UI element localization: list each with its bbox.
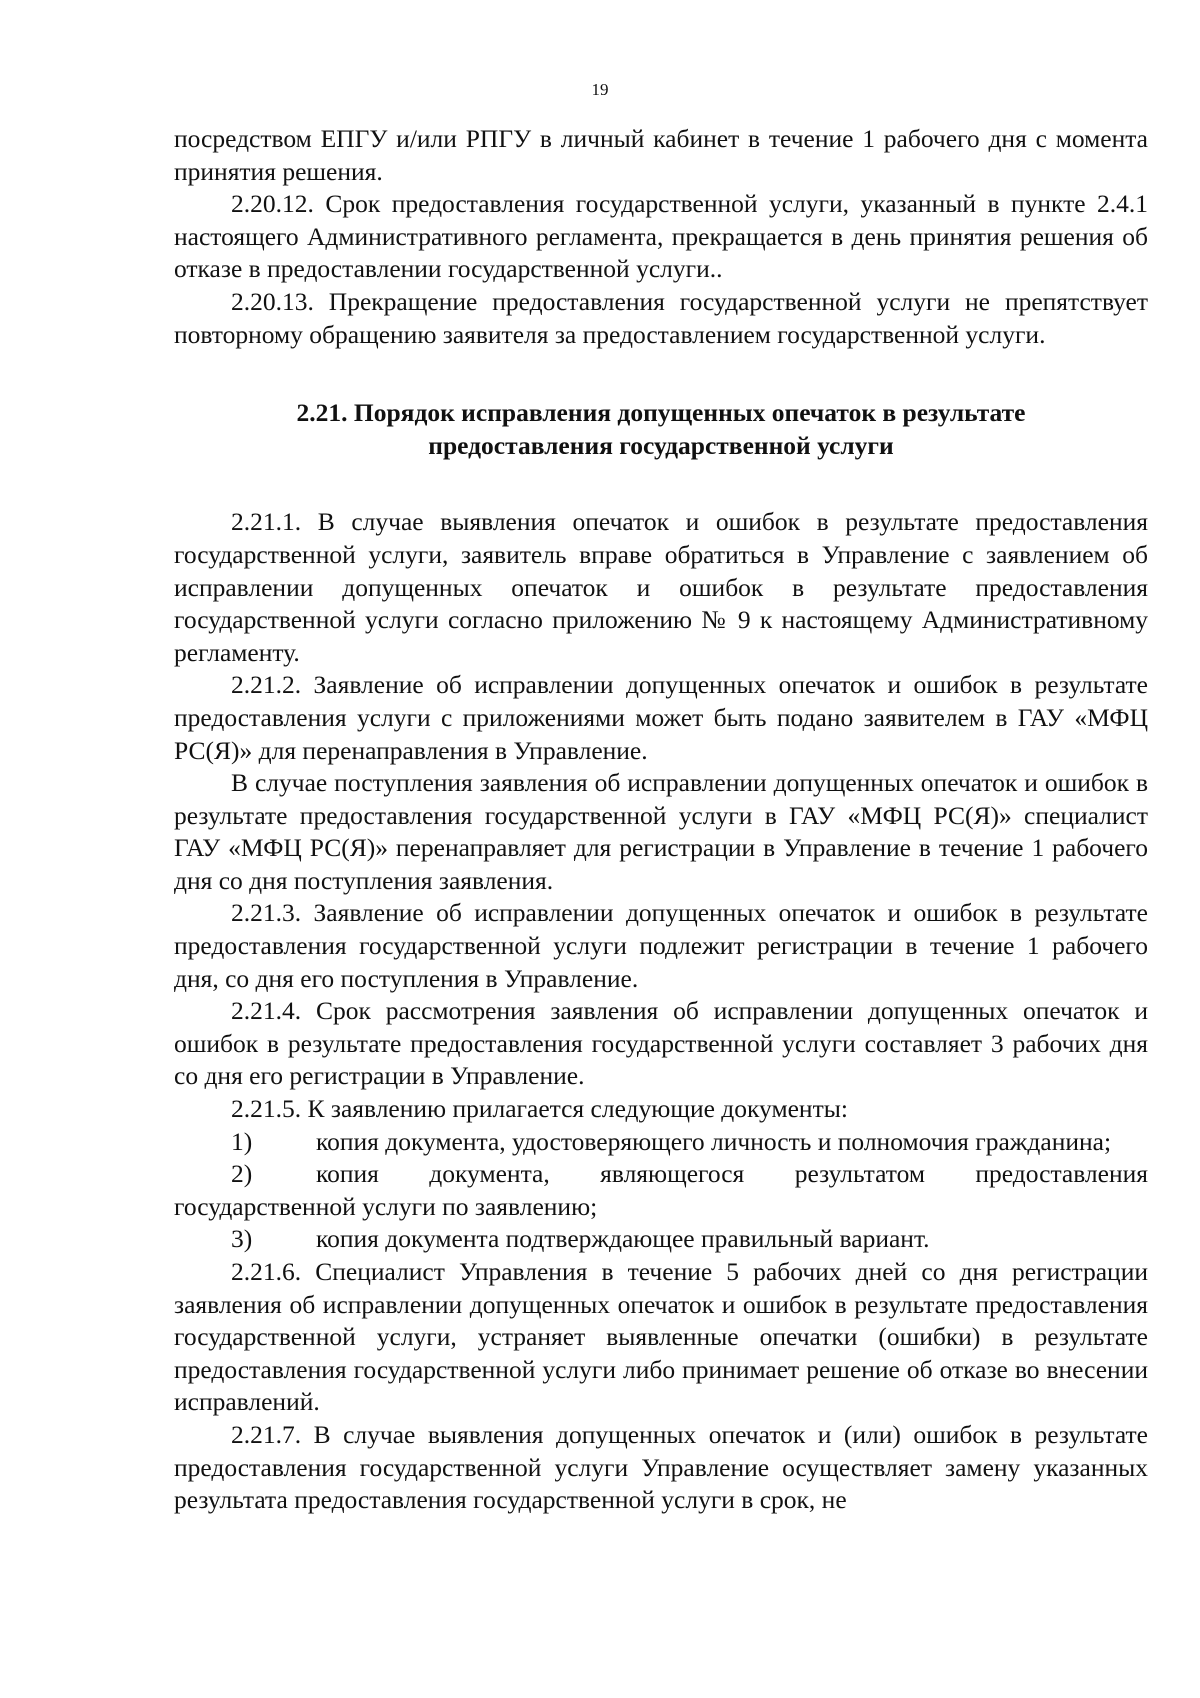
list-item-number: 2)	[231, 1159, 253, 1189]
paragraph: 2.21.1. В случае выявления опечаток и ошибок в результате предоставления государственной услуги, заявитель вправе обратиться в Управление с заявлением об исправлении допущенных опечаток и ошибок в результате предоставления государственной услуги согласно приложению № 9 к настоящему Административному регламенту.	[174, 507, 1148, 667]
section-heading-line: 2.21. Порядок исправления допущенных опечаток в результате	[296, 398, 1026, 428]
paragraph: посредством ЕПГУ и/или РПГУ в личный кабинет в течение 1 рабочего дня с момента принятия решения.	[174, 124, 1148, 186]
paragraph: 2.20.13. Прекращение предоставления государственной услуги не препятствует повторному обращению заявителя за предоставлением государственной услуги.	[174, 286, 1148, 349]
paragraph: 2.21.2. Заявление об исправлении допущенных опечаток и ошибок в результате предоставления услуги с приложениями может быть подано заявителем в ГАУ «МФЦ РС(Я)» для перенаправления в Управление.	[174, 670, 1148, 765]
list-item	[174, 1223, 1148, 1256]
list-item	[174, 1126, 1148, 1159]
paragraph: 2.21.3. Заявление об исправлении допущенных опечаток и ошибок в результате предоставления государственной услуги подлежит регистрации в течение 1 рабочего дня, со дня его поступления в Управление.	[174, 898, 1148, 993]
paragraph: 2.21.5. К заявлению прилагается следующие документы:	[231, 1094, 848, 1124]
paragraph: 2.20.12. Срок предоставления государственной услуги, указанный в пункте 2.4.1 настоящего Административного регламента, прекращается в день принятия решения об отказе в предоставлении государственной услуги..	[174, 189, 1148, 284]
list-item-text: копия документа, являющегося результатом предоставления государственной услуги по заявлению;	[174, 1159, 1148, 1221]
list-item-number: 3)	[231, 1224, 253, 1254]
page-number: 19	[591, 80, 609, 99]
paragraph: 2.21.7. В случае выявления допущенных опечаток и (или) ошибок в результате предоставления государственной услуги Управление осуществляет замену указанных результата предоставления государственной услуги в срок, не	[174, 1419, 1148, 1515]
list-item-text: копия документа, удостоверяющего личность и полномочия гражданина;	[316, 1126, 1112, 1156]
section-heading-line: предоставления государственной услуги	[428, 430, 894, 460]
paragraph: В случае поступления заявления об исправлении допущенных опечаток и ошибок в результате предоставления государственной услуги в ГАУ «МФЦ РС(Я)» специалист ГАУ «МФЦ РС(Я)» перенаправляет для регистрации в Управление в течение 1 рабочего дня со дня поступления заявления.	[174, 768, 1148, 895]
list-item	[174, 1158, 1148, 1223]
list-item-text: копия документа подтверждающее правильный вариант.	[316, 1224, 930, 1254]
list-item-number: 1)	[231, 1126, 253, 1156]
paragraph: 2.21.4. Срок рассмотрения заявления об исправлении допущенных опечаток и ошибок в результате предоставления государственной услуги составляет 3 рабочих дня со дня его регистрации в Управление.	[174, 996, 1148, 1091]
paragraph: 2.21.6. Специалист Управления в течение 5 рабочих дней со дня регистрации заявления об исправлении допущенных опечаток и ошибок в результате предоставления государственной услуги, устраняет выявленные опечатки (ошибки) в результате предоставления государственной услуги либо принимает решение об отказе во внесении исправлений.	[174, 1257, 1148, 1417]
section-heading	[174, 397, 1148, 462]
document-body	[174, 123, 1148, 1517]
